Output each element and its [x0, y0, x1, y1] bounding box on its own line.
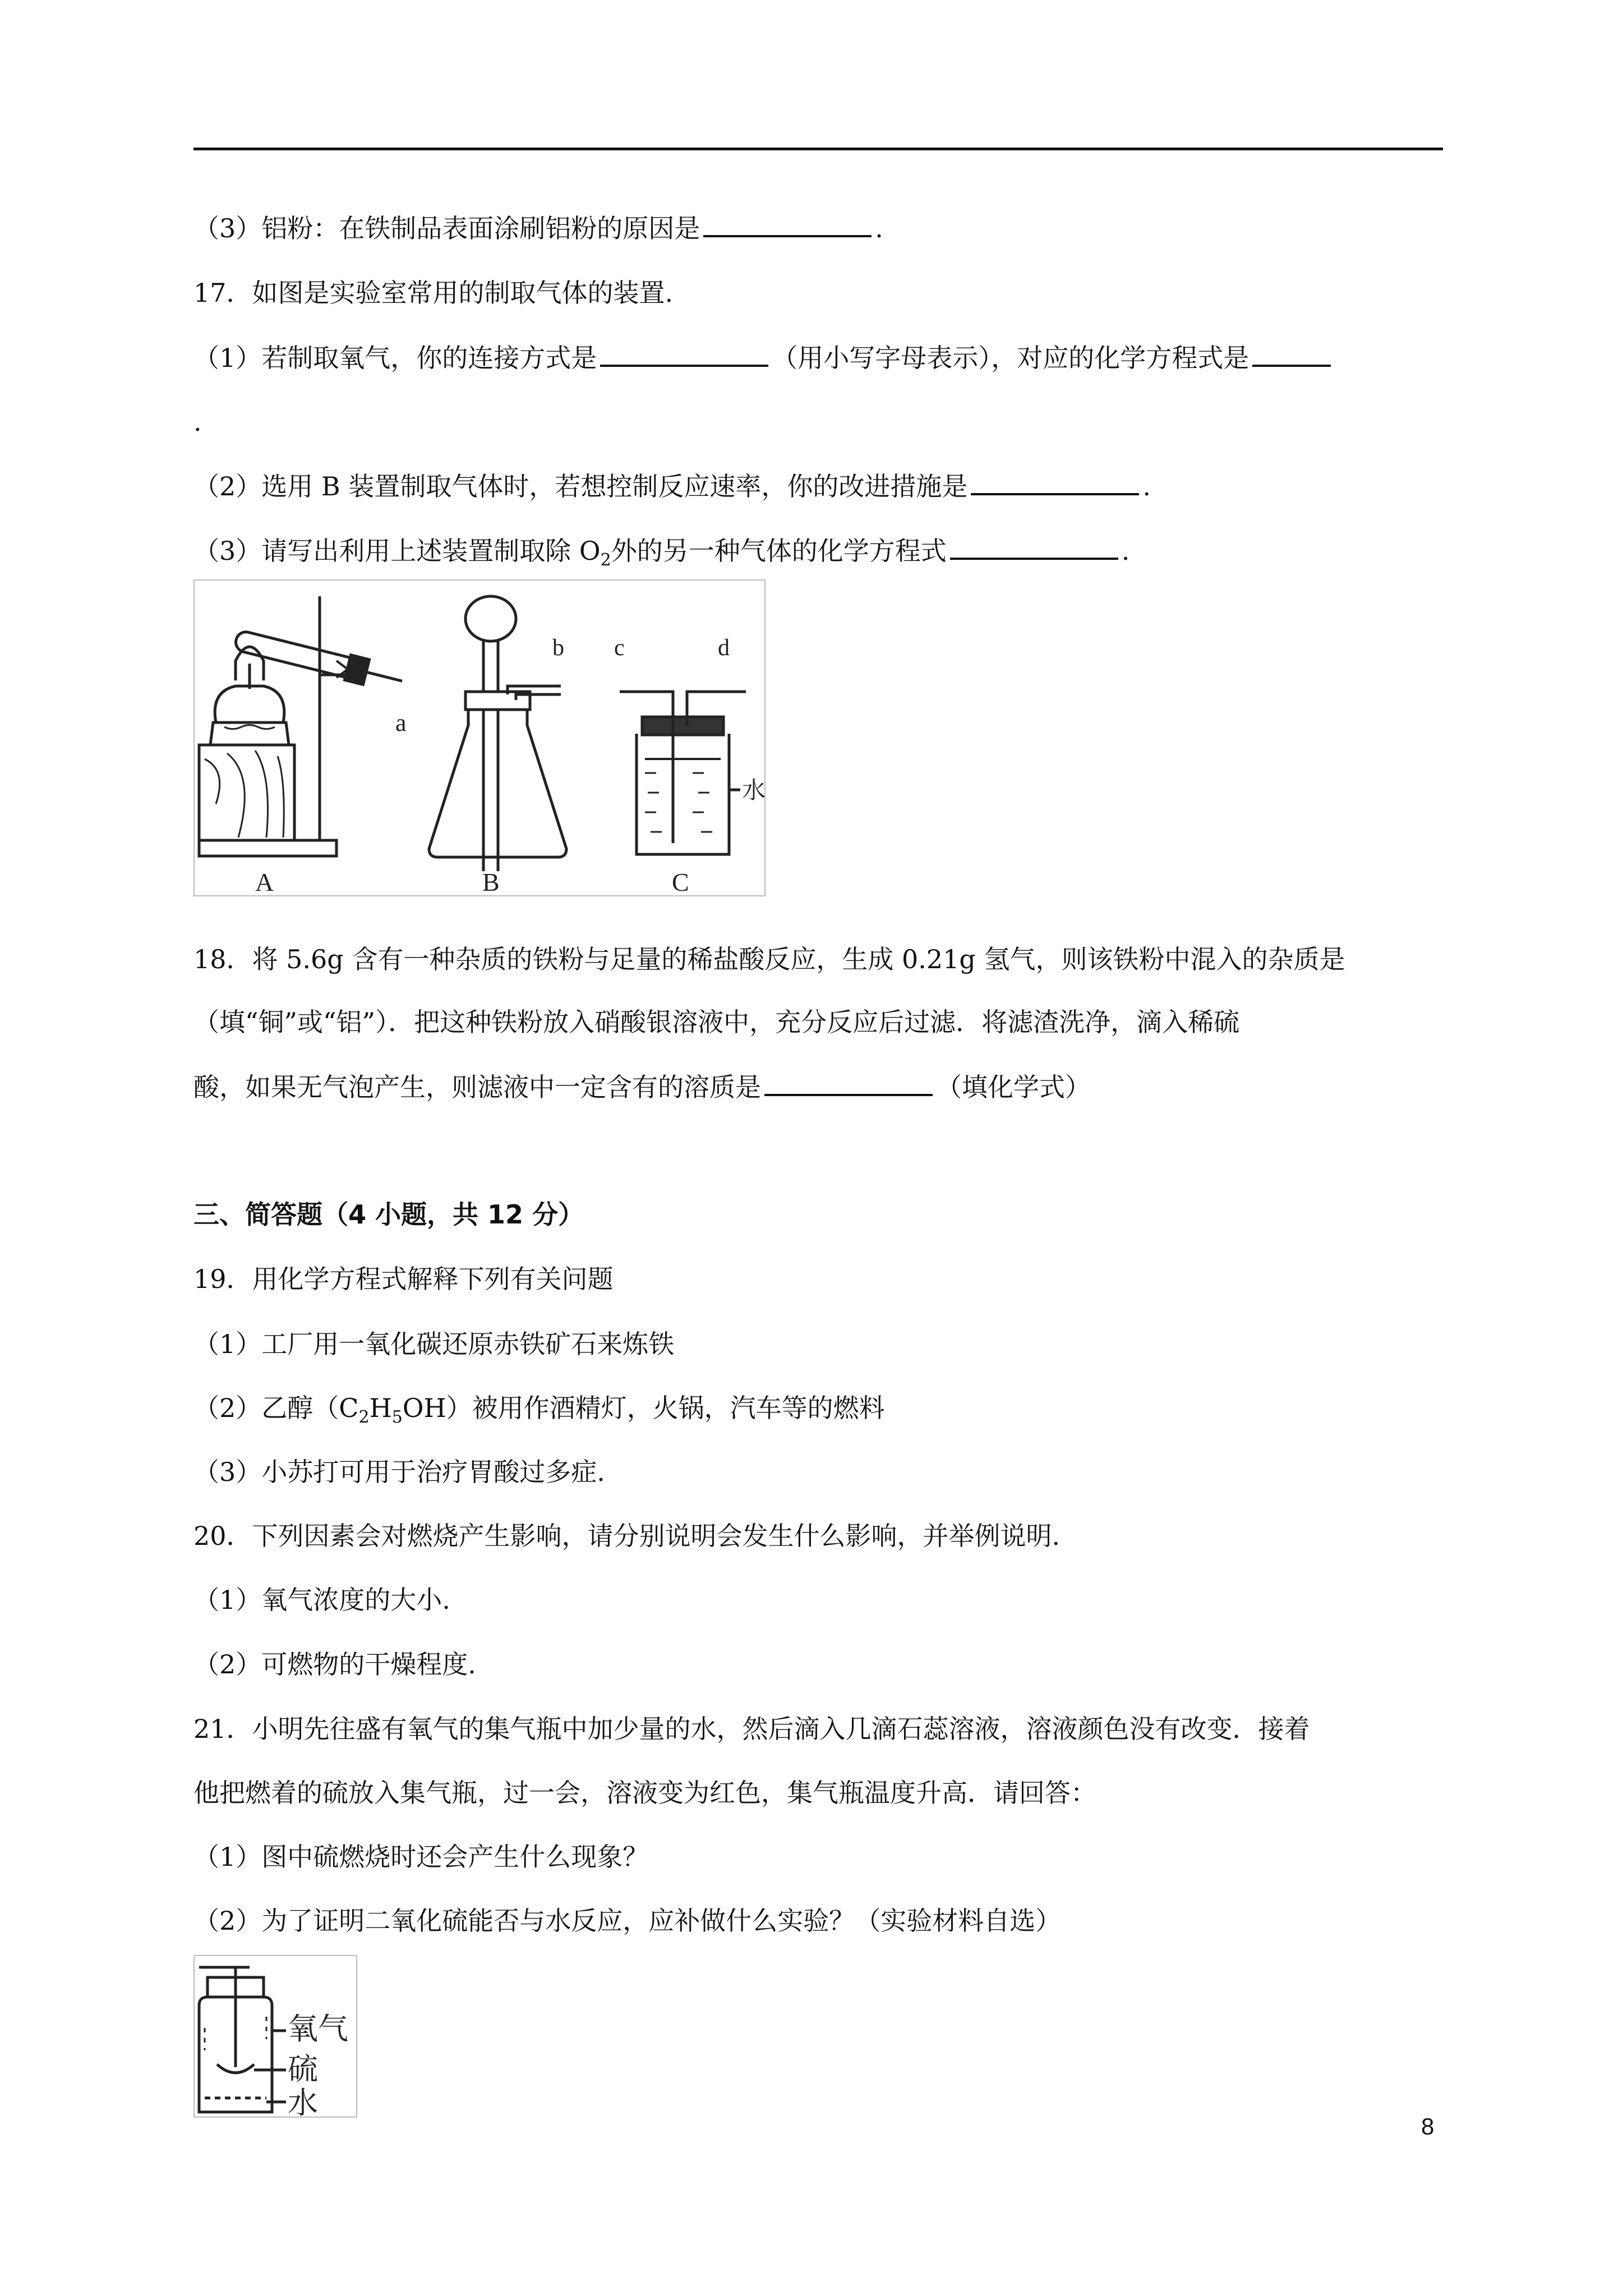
caption-a: A: [255, 868, 274, 896]
answer-blank[interactable]: [1252, 340, 1331, 367]
q17-part1-end: .: [193, 407, 202, 437]
label-oxygen: 氧气: [288, 2011, 348, 2046]
subscript: 2: [358, 1407, 370, 1428]
label-c: c: [614, 635, 625, 661]
text: （填“铜”或“铝”）．把这种铁粉放入硝酸银溶液中，充分反应后过滤．将滤渣洗净，滴入稀硫: [193, 1007, 1240, 1037]
q19-stem: 19．用化学方程式解释下列有关问题: [193, 1264, 614, 1294]
label-water: 水: [742, 776, 766, 804]
q19-part2: [193, 1391, 885, 1434]
text: 酸，如果无气泡产生，则滤液中一定含有的溶质是: [193, 1072, 761, 1102]
text: （用小写字母表示），对应的化学方程式是: [772, 343, 1249, 373]
q21-part1: （1）图中硫燃烧时还会产生什么现象？: [193, 1842, 649, 1872]
text: （2）选用 B 装置制取气体时，若想控制反应速率，你的改进措施是: [193, 471, 968, 501]
label-sulfur: 硫: [288, 2051, 318, 2087]
text: （3）铝粉：在铁制品表面涂刷铝粉的原因是: [193, 213, 700, 243]
text: （填化学式）: [936, 1072, 1091, 1102]
text: OH）被用作酒精灯，火锅，汽车等的燃料: [402, 1393, 885, 1423]
text: 外的另一种气体的化学方程式: [611, 536, 947, 566]
subscript: 5: [391, 1407, 403, 1428]
text: .: [1121, 536, 1130, 566]
label-b: b: [552, 635, 564, 661]
q17-part2-line: [193, 468, 1151, 503]
answer-blank[interactable]: [703, 210, 872, 237]
sulfur-jar-figure: [193, 1955, 357, 2118]
page-number: 8: [1421, 2113, 1435, 2139]
caption-c: C: [672, 868, 689, 896]
apparatus-figure: [193, 579, 766, 896]
q21-line2: 他把燃着的硫放入集气瓶，过一会，溶液变为红色，集气瓶温度升高．请回答：: [193, 1778, 1096, 1808]
q17-stem: 17．如图是实验室常用的制取气体的装置.: [193, 278, 674, 308]
text: （1）若制取氧气，你的连接方式是: [193, 343, 597, 373]
q16-part3-line: [193, 210, 883, 245]
q19-part3: （3）小苏打可用于治疗胃酸过多症.: [193, 1457, 605, 1487]
answer-blank[interactable]: [950, 533, 1118, 560]
label-d: d: [718, 635, 730, 661]
text: （3）请写出利用上述装置制取除 O: [193, 536, 601, 566]
text: （2）乙醇（C: [193, 1393, 359, 1423]
section-heading: 三、简答题（4 小题，共 12 分）: [193, 1199, 584, 1230]
answer-blank[interactable]: [764, 1069, 933, 1096]
q20-part2: （2）可燃物的干燥程度.: [193, 1649, 476, 1680]
text: 18．将 5.6g 含有一种杂质的铁粉与足量的稀盐酸反应，生成 0.21g 氢气，则该铁粉中混入的杂质是: [193, 944, 1345, 974]
answer-blank[interactable]: [600, 340, 768, 367]
subscript: 2: [600, 550, 611, 570]
answer-blank[interactable]: [971, 468, 1139, 495]
q18-line2: [193, 1005, 1239, 1039]
q18-line1: [193, 942, 1345, 976]
text: H: [369, 1393, 392, 1423]
text: .: [1142, 471, 1151, 501]
q19-part1: （1）工厂用一氧化碳还原赤铁矿石来炼铁: [193, 1329, 675, 1359]
header-rule: [193, 148, 1443, 150]
q21-part2: （2）为了证明二氧化硫能否与水反应，应补做什么实验？（实验材料自选）: [193, 1906, 1062, 1936]
q18-line3: [193, 1069, 1091, 1104]
q17-part3-line: [193, 533, 1129, 577]
q20-part1: （1）氧气浓度的大小.: [193, 1585, 450, 1615]
label-a: a: [395, 709, 407, 737]
q21-line1: 21．小明先往盛有氧气的集气瓶中加少量的水，然后滴入几滴石蕊溶液，溶液颜色没有改变．接着: [193, 1714, 1310, 1744]
q17-part1-line: [193, 340, 1334, 375]
caption-b: B: [482, 868, 500, 896]
q20-stem: 20．下列因素会对燃烧产生影响，请分别说明会发生什么影响，并举例说明.: [193, 1521, 1061, 1551]
label-water: 水: [288, 2085, 318, 2118]
text: .: [875, 213, 883, 243]
